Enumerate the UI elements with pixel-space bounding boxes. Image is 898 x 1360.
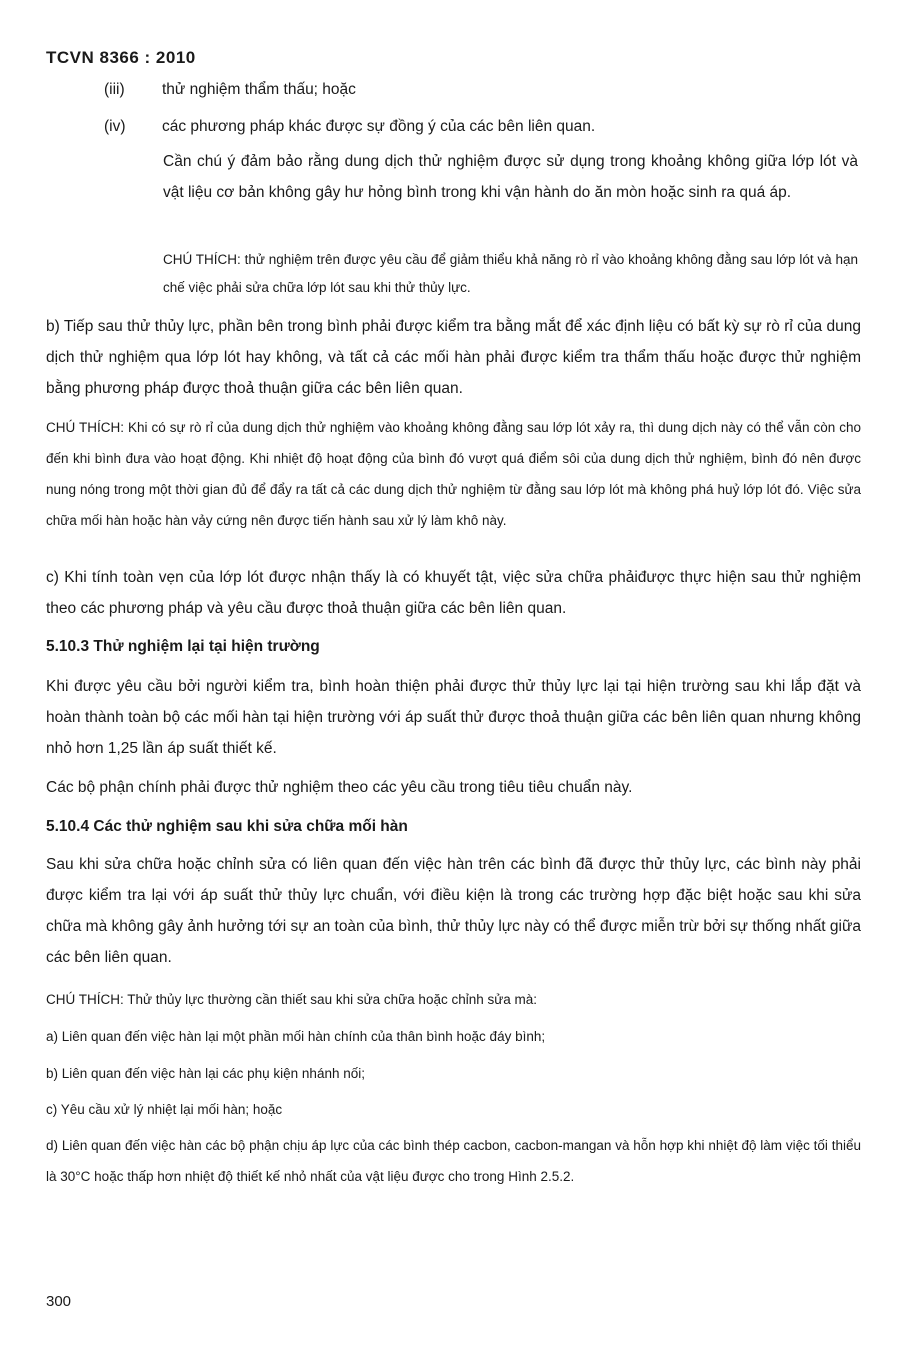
note-3-item-a: a) Liên quan đến việc hàn lại một phần mối hàn chính của thân bình hoặc đáy bình; xyxy=(46,1029,546,1044)
note-3-item-d: d) Liên quan đến việc hàn các bộ phận chịu áp lực của các bình thép cacbon, cacbon-mangan và hỗn hợp khi nhiệt độ làm việc tối thiểu là 30°C hoặc thấp hơn nhiệt độ thiết kế nhỏ nhất của vật liệu được cho trong Hình 2.5.2. xyxy=(46,1138,861,1184)
list-text: các phương pháp khác được sự đồng ý của các bên liên quan. xyxy=(162,118,596,135)
list-text: thử nghiệm thẩm thấu; hoặc xyxy=(162,81,356,98)
list-item-iii xyxy=(104,80,356,100)
note-3-item-c: c) Yêu cầu xử lý nhiệt lại mối hàn; hoặc xyxy=(46,1102,283,1117)
paragraph-5-10-4: Sau khi sửa chữa hoặc chỉnh sửa có liên quan đến việc hàn trên các bình đã được thử thủy lực, các bình này phải được kiểm tra lại với áp suất thử thủy lực chuẩn, với điều kiện là trong các trường hợp đặc biệt hoặc sau khi sửa chữa mà không gây ảnh hưởng tới sự an toàn của bình, thử thủy lực này có thể được miễn trừ bởi sự thống nhất giữa các bên liên quan. xyxy=(46,856,861,966)
list-item-iv xyxy=(104,117,595,137)
page-number: 300 xyxy=(46,1293,72,1310)
paragraph-c: c) Khi tính toàn vẹn của lớp lót được nhận thấy là có khuyết tật, việc sửa chữa phảiđược thực hiện sau thử nghiệm theo các phương pháp và yêu cầu được thoả thuận giữa các bên liên quan. xyxy=(46,569,861,617)
list-label: (iii) xyxy=(104,81,125,98)
section-heading-5-10-3: 5.10.3 Thử nghiệm lại tại hiện trường xyxy=(46,638,320,655)
note-3-item-b: b) Liên quan đến việc hàn lại các phụ kiện nhánh nối; xyxy=(46,1066,365,1081)
paragraph-5-10-3-b: Các bộ phận chính phải được thử nghiệm theo các yêu cầu trong tiêu tiêu chuẩn này. xyxy=(46,779,633,796)
paragraph-b: b) Tiếp sau thử thủy lực, phần bên trong bình phải được kiểm tra bằng mắt để xác định liệu có bất kỳ sự rò rỉ của dung dịch thử nghiệm qua lớp lót hay không, và tất cả các mối hàn phải được kiểm tra thẩm thấu hoặc được thử nghiệm bằng phương pháp được thoả thuận giữa các bên liên quan. xyxy=(46,318,861,397)
caution-paragraph: Cần chú ý đảm bảo rằng dung dịch thử nghiệm được sử dụng trong khoảng không giữa lớp lót và vật liệu cơ bản không gây hư hỏng bình trong khi vận hành do ăn mòn hoặc sinh ra quá áp. xyxy=(163,153,858,201)
section-heading-5-10-4: 5.10.4 Các thử nghiệm sau khi sửa chữa mối hàn xyxy=(46,818,408,835)
list-label: (iv) xyxy=(104,118,126,135)
standard-header: TCVN 8366 : 2010 xyxy=(46,48,196,67)
note-1: CHÚ THÍCH: thử nghiệm trên được yêu cầu để giảm thiểu khả năng rò rỉ vào khoảng không đằng sau lớp lót và hạn chế việc phải sửa chữa lớp lót sau khi thử thủy lực. xyxy=(163,252,858,295)
note-2: CHÚ THÍCH: Khi có sự rò rỉ của dung dịch thử nghiệm vào khoảng không đằng sau lớp lót xảy ra, thì dung dịch này có thể vẫn còn cho đến khi bình đưa vào hoạt động. Khi nhiệt độ hoạt động của bình đó vượt quá điểm sôi của dung dịch thử nghiệm, bình đó nên được nung nóng trong một thời gian đủ để đẩy ra tất cả các dung dịch thử nghiệm từ đằng sau lớp lót mà không phá huỷ lớp lót đó. Việc sửa chữa mối hàn hoặc hàn vảy cứng nên được tiến hành sau xử lý làm khô này. xyxy=(46,420,861,528)
paragraph-5-10-3-a: Khi được yêu cầu bởi người kiểm tra, bình hoàn thiện phải được thử thủy lực lại tại hiện trường sau khi lắp đặt và hoàn thành toàn bộ các mối hàn tại hiện trường với áp suất thử được thoả thuận giữa các bên liên quan nhưng không nhỏ hơn 1,25 lần áp suất thiết kế. xyxy=(46,678,861,757)
note-3: CHÚ THÍCH: Thử thủy lực thường cần thiết sau khi sửa chữa hoặc chỉnh sửa mà: xyxy=(46,992,538,1007)
